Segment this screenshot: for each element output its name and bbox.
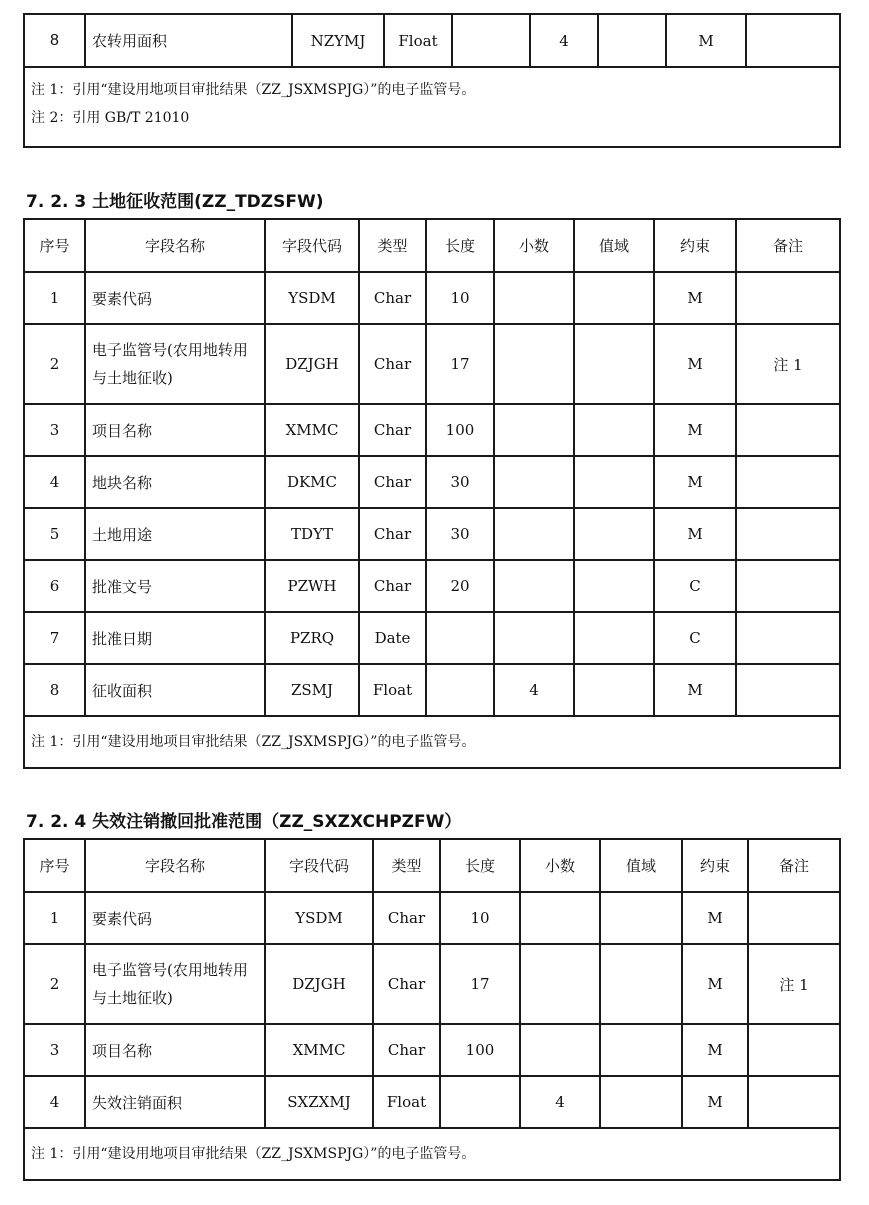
cell-decimal: 4 bbox=[520, 1076, 600, 1128]
cell-no: 8 bbox=[24, 14, 85, 67]
cell-decimal: 4 bbox=[494, 664, 574, 716]
cell-length: 30 bbox=[426, 508, 494, 560]
cell-type: Date bbox=[359, 612, 426, 664]
cell-type: Float bbox=[373, 1076, 440, 1128]
continued-field-table bbox=[23, 13, 841, 148]
cell-decimal bbox=[494, 508, 574, 560]
header-decimal: 小数 bbox=[520, 839, 600, 892]
cell-code: YSDM bbox=[265, 892, 373, 944]
cell-no: 1 bbox=[24, 892, 85, 944]
cell-constraint: M bbox=[682, 1076, 748, 1128]
cell-constraint: M bbox=[654, 664, 736, 716]
cell-code: PZWH bbox=[265, 560, 359, 612]
cell-domain bbox=[598, 14, 666, 67]
cell-decimal bbox=[494, 272, 574, 324]
header-row bbox=[24, 839, 840, 892]
cell-name: 征收面积 bbox=[85, 664, 265, 716]
cell-remark: 注 1 bbox=[748, 944, 840, 1024]
cell-constraint: M bbox=[654, 508, 736, 560]
cell-decimal bbox=[520, 944, 600, 1024]
cell-type: Char bbox=[373, 944, 440, 1024]
cell-no: 6 bbox=[24, 560, 85, 612]
cell-constraint: C bbox=[654, 560, 736, 612]
cell-no: 1 bbox=[24, 272, 85, 324]
cell-name: 电子监管号(农用地转用与土地征收) bbox=[85, 944, 265, 1024]
cell-domain bbox=[600, 1024, 682, 1076]
cell-constraint: M bbox=[654, 404, 736, 456]
cell-name: 土地用途 bbox=[85, 508, 265, 560]
cell-code: SXZXMJ bbox=[265, 1076, 373, 1128]
header-remark: 备注 bbox=[736, 219, 840, 272]
cell-decimal bbox=[494, 456, 574, 508]
cell-name: 项目名称 bbox=[85, 1024, 265, 1076]
cell-remark bbox=[736, 664, 840, 716]
cell-domain bbox=[574, 324, 654, 404]
cell-no: 2 bbox=[24, 944, 85, 1024]
header-constraint: 约束 bbox=[654, 219, 736, 272]
cell-type: Char bbox=[359, 272, 426, 324]
cell-code: PZRQ bbox=[265, 612, 359, 664]
cell-type: Float bbox=[359, 664, 426, 716]
header-row bbox=[24, 219, 840, 272]
cell-remark: 注 1 bbox=[736, 324, 840, 404]
header-no: 序号 bbox=[24, 219, 85, 272]
cell-code: XMMC bbox=[265, 1024, 373, 1076]
cell-remark bbox=[736, 404, 840, 456]
cell-domain bbox=[574, 508, 654, 560]
cell-name: 电子监管号(农用地转用与土地征收) bbox=[85, 324, 265, 404]
table-row bbox=[24, 612, 840, 664]
cell-remark bbox=[736, 456, 840, 508]
cell-no: 5 bbox=[24, 508, 85, 560]
cell-constraint: M bbox=[682, 944, 748, 1024]
cell-type: Float bbox=[384, 14, 452, 67]
cell-constraint: M bbox=[654, 456, 736, 508]
cell-code: DZJGH bbox=[265, 944, 373, 1024]
cell-domain bbox=[574, 664, 654, 716]
table-row bbox=[24, 892, 840, 944]
cell-name: 地块名称 bbox=[85, 456, 265, 508]
cell-remark bbox=[736, 612, 840, 664]
cell-decimal bbox=[494, 324, 574, 404]
table-note: 注 1：引用“建设用地项目审批结果（ZZ_JSXMSPJG）”的电子监管号。 bbox=[24, 716, 840, 768]
table-row bbox=[24, 560, 840, 612]
cell-remark bbox=[736, 272, 840, 324]
table-row bbox=[24, 1024, 840, 1076]
cell-type: Char bbox=[359, 456, 426, 508]
header-length: 长度 bbox=[440, 839, 520, 892]
header-name: 字段名称 bbox=[85, 839, 265, 892]
cell-remark bbox=[748, 892, 840, 944]
header-length: 长度 bbox=[426, 219, 494, 272]
table-row bbox=[24, 508, 840, 560]
table-row bbox=[24, 1076, 840, 1128]
cell-constraint: M bbox=[666, 14, 746, 67]
cell-code: NZYMJ bbox=[292, 14, 384, 67]
table-notes bbox=[24, 67, 840, 147]
cell-no: 8 bbox=[24, 664, 85, 716]
table-row bbox=[24, 664, 840, 716]
cell-code: TDYT bbox=[265, 508, 359, 560]
cell-length: 10 bbox=[426, 272, 494, 324]
cell-code: ZSMJ bbox=[265, 664, 359, 716]
cell-domain bbox=[574, 404, 654, 456]
cell-decimal bbox=[520, 892, 600, 944]
section-heading-7-2-3: 7. 2. 3 土地征收范围(ZZ_TDZSFW) bbox=[26, 192, 324, 212]
cell-type: Char bbox=[373, 1024, 440, 1076]
cell-decimal bbox=[494, 560, 574, 612]
header-name: 字段名称 bbox=[85, 219, 265, 272]
cell-length bbox=[452, 14, 530, 67]
cell-constraint: C bbox=[654, 612, 736, 664]
table-note: 注 1：引用“建设用地项目审批结果（ZZ_JSXMSPJG）”的电子监管号。 bbox=[24, 1128, 840, 1180]
table-row bbox=[24, 324, 840, 404]
table-row bbox=[24, 404, 840, 456]
cell-decimal bbox=[494, 404, 574, 456]
cell-domain bbox=[600, 944, 682, 1024]
cell-no: 4 bbox=[24, 456, 85, 508]
cell-decimal bbox=[520, 1024, 600, 1076]
cell-length: 30 bbox=[426, 456, 494, 508]
cell-name: 农转用面积 bbox=[85, 14, 292, 67]
cell-domain bbox=[574, 456, 654, 508]
cell-no: 2 bbox=[24, 324, 85, 404]
cell-constraint: M bbox=[654, 324, 736, 404]
header-type: 类型 bbox=[373, 839, 440, 892]
cell-no: 3 bbox=[24, 1024, 85, 1076]
cell-domain bbox=[574, 560, 654, 612]
header-constraint: 约束 bbox=[682, 839, 748, 892]
table-row bbox=[24, 456, 840, 508]
note-2: 注 2：引用 GB/T 21010 bbox=[31, 110, 190, 126]
cell-name: 要素代码 bbox=[85, 272, 265, 324]
cell-domain bbox=[574, 612, 654, 664]
cell-remark bbox=[736, 508, 840, 560]
cell-code: XMMC bbox=[265, 404, 359, 456]
cell-type: Char bbox=[373, 892, 440, 944]
cell-no: 3 bbox=[24, 404, 85, 456]
table-row bbox=[24, 944, 840, 1024]
note-1: 注 1：引用“建设用地项目审批结果（ZZ_JSXMSPJG）”的电子监管号。 bbox=[31, 82, 476, 98]
cell-remark bbox=[748, 1076, 840, 1128]
cell-remark bbox=[748, 1024, 840, 1076]
cell-decimal: 4 bbox=[530, 14, 598, 67]
header-remark: 备注 bbox=[748, 839, 840, 892]
cell-code: YSDM bbox=[265, 272, 359, 324]
header-decimal: 小数 bbox=[494, 219, 574, 272]
cell-no: 7 bbox=[24, 612, 85, 664]
cell-name: 批准日期 bbox=[85, 612, 265, 664]
notes-row bbox=[24, 67, 840, 147]
header-code: 字段代码 bbox=[265, 219, 359, 272]
table-row bbox=[24, 14, 840, 67]
cell-type: Char bbox=[359, 324, 426, 404]
cell-constraint: M bbox=[682, 892, 748, 944]
cell-name: 项目名称 bbox=[85, 404, 265, 456]
cell-decimal bbox=[494, 612, 574, 664]
header-no: 序号 bbox=[24, 839, 85, 892]
cell-length: 17 bbox=[440, 944, 520, 1024]
notes-row bbox=[24, 1128, 840, 1180]
cell-length: 20 bbox=[426, 560, 494, 612]
cell-length bbox=[426, 612, 494, 664]
section-heading-7-2-4: 7. 2. 4 失效注销撤回批准范围（ZZ_SXZXCHPZFW） bbox=[26, 812, 462, 832]
cell-length: 17 bbox=[426, 324, 494, 404]
cell-remark bbox=[746, 14, 840, 67]
cell-domain bbox=[600, 892, 682, 944]
cell-constraint: M bbox=[654, 272, 736, 324]
cell-name: 失效注销面积 bbox=[85, 1076, 265, 1128]
cell-domain bbox=[600, 1076, 682, 1128]
header-code: 字段代码 bbox=[265, 839, 373, 892]
field-table-tdzsfw bbox=[23, 218, 841, 769]
notes-row bbox=[24, 716, 840, 768]
cell-code: DKMC bbox=[265, 456, 359, 508]
table-row bbox=[24, 272, 840, 324]
cell-remark bbox=[736, 560, 840, 612]
cell-type: Char bbox=[359, 404, 426, 456]
cell-length bbox=[440, 1076, 520, 1128]
header-domain: 值域 bbox=[574, 219, 654, 272]
cell-length: 100 bbox=[440, 1024, 520, 1076]
cell-domain bbox=[574, 272, 654, 324]
cell-length bbox=[426, 664, 494, 716]
cell-type: Char bbox=[359, 508, 426, 560]
header-type: 类型 bbox=[359, 219, 426, 272]
field-table-sxzxchpzfw bbox=[23, 838, 841, 1181]
cell-no: 4 bbox=[24, 1076, 85, 1128]
cell-type: Char bbox=[359, 560, 426, 612]
cell-code: DZJGH bbox=[265, 324, 359, 404]
cell-constraint: M bbox=[682, 1024, 748, 1076]
cell-name: 要素代码 bbox=[85, 892, 265, 944]
cell-length: 10 bbox=[440, 892, 520, 944]
header-domain: 值域 bbox=[600, 839, 682, 892]
cell-name: 批准文号 bbox=[85, 560, 265, 612]
cell-length: 100 bbox=[426, 404, 494, 456]
